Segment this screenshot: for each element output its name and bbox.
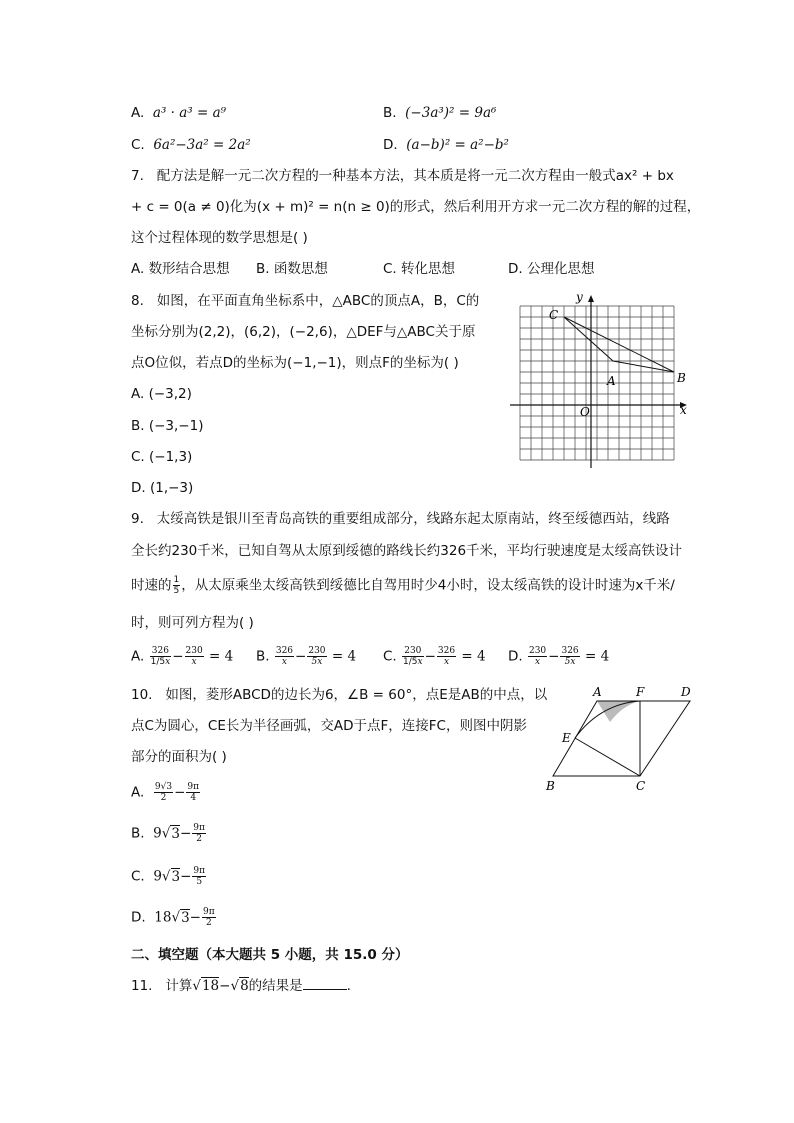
q10-line3: 部分的面积为( ) <box>131 749 227 765</box>
q9-line3: 时速的 $\frac{1}{5}$ ，从太原乘坐太绥高铁到绥德比自驾用时少4小时，设太绥高铁的设计时速为x千米/ <box>131 575 675 596</box>
q8-label-x: x <box>680 403 687 417</box>
q10-option-c: C. 9√3− $\frac{9\pi}{5}$ <box>131 866 206 887</box>
q7-option-b: B. 函数思想 <box>256 261 328 277</box>
q9-option-c: C. $\frac{230}{1/5x}$ − $\frac{326}{x}$ = 4 <box>383 646 486 667</box>
q9-line4: 时，则可列方程为( ) <box>131 615 254 631</box>
q10-label-e: E <box>562 731 571 745</box>
q6-option-c-text: 6a²−3a² = 2a² <box>153 137 251 153</box>
q10-segment-ec <box>575 738 640 776</box>
q6-option-d-text: (a−b)² = a²−b² <box>406 137 509 153</box>
q8-label-o: O <box>580 405 590 419</box>
q7-option-d: D. 公理化思想 <box>508 261 595 277</box>
q10-option-a: A. $\frac{9√3}{2}$ − $\frac{9\pi}{4}$ <box>131 782 200 803</box>
q8-option-c: C. (−1,3) <box>131 449 193 465</box>
q9-line2: 全长约230千米，已知自驾从太原到绥德的路线长约326千米，平均行驶速度是太绥高铁设计 <box>131 543 683 559</box>
q10-label-f: F <box>636 685 645 699</box>
q8-coordinate-grid-figure <box>505 288 700 473</box>
q8-line2: 坐标分别为(2,2)，(6,2)，(−2,6)，△DEF与△ABC关于原 <box>131 324 476 340</box>
q7-option-c: C. 转化思想 <box>383 261 456 277</box>
q8-option-b: B. (−3,−1) <box>131 418 204 434</box>
q10-label-d: D <box>681 685 691 699</box>
q6-option-a-text: a³ · a³ = a⁹ <box>152 105 227 121</box>
q6-option-d: D. (a−b)² = a²−b² <box>383 137 509 153</box>
q9-option-b: B. $\frac{326}{x}$ − $\frac{230}{5x}$ = 4 <box>256 646 357 667</box>
section-2-title: 二、填空题（本大题共 5 小题，共 15.0 分） <box>131 947 409 963</box>
q8-option-d: D. (1,−3) <box>131 480 194 496</box>
q6-option-a: A. a³ · a³ = a⁹ <box>131 105 227 121</box>
q7-line1: 7. 配方法是解一元二次方程的一种基本方法，其本质是将一元二次方程由一般式ax² + bx <box>131 168 674 184</box>
q8-label-y: y <box>576 290 583 304</box>
q9-option-a: A. $\frac{326}{1/5x}$ − $\frac{230}{x}$ = 4 <box>131 646 234 667</box>
q8-label-c: C <box>549 308 559 322</box>
q7-line2: + c = 0(a ≠ 0)化为(x + m)² = n(n ≥ 0)的形式，然后利用开方求一元二次方程的解的过程， <box>131 199 701 215</box>
q8-label-a: A <box>607 374 616 388</box>
q10-label-a: A <box>593 685 602 699</box>
q6-option-b-text: (−3a³)² = 9a⁶ <box>405 105 497 121</box>
q8-grid-lines <box>520 306 674 460</box>
q10-option-b: B. 9√3− $\frac{9\pi}{2}$ <box>131 823 205 844</box>
q7-line3: 这个过程体现的数学思想是( ) <box>131 230 308 246</box>
q8-label-b: B <box>677 371 686 385</box>
q6-option-b: B. (−3a³)² = 9a⁶ <box>383 105 497 121</box>
q10-label-b: B <box>546 779 555 793</box>
q9-option-d: D. $\frac{230}{x}$ − $\frac{326}{5x}$ = 4 <box>508 646 610 667</box>
q10-line1: 10. 如图，菱形ABCD的边长为6，∠B = 60°，点E是AB的中点，以 <box>131 687 548 703</box>
q11-line: 11. 计算√18−√8的结果是 . <box>131 978 351 994</box>
q8-option-a: A. (−3,2) <box>131 386 192 402</box>
q8-line1: 8. 如图，在平面直角坐标系中，△ABC的顶点A，B，C的 <box>131 293 480 309</box>
q7-option-a: A. 数形结合思想 <box>131 261 230 277</box>
q9-line1: 9. 太绥高铁是银川至青岛高铁的重要组成部分，线路东起太原南站，终至绥德西站，线路 <box>131 511 670 527</box>
q8-y-axis-arrow <box>588 295 594 302</box>
q10-line2: 点C为圆心，CE长为半径画弧，交AD于点F，连接FC，则图中阴影 <box>131 718 527 734</box>
q11-answer-blank[interactable] <box>303 977 347 990</box>
q10-label-c: C <box>636 779 646 793</box>
q10-option-d: D. 18√3− $\frac{9\pi}{2}$ <box>131 907 215 928</box>
q9-fraction-one-fifth: $\frac{1}{5}$ <box>173 575 180 596</box>
q10-rhombus-figure <box>540 680 700 795</box>
q6-option-c: C. 6a²−3a² = 2a² <box>131 137 251 153</box>
q8-line3: 点O位似，若点D的坐标为(−1,−1)，则点F的坐标为( ) <box>131 355 459 371</box>
